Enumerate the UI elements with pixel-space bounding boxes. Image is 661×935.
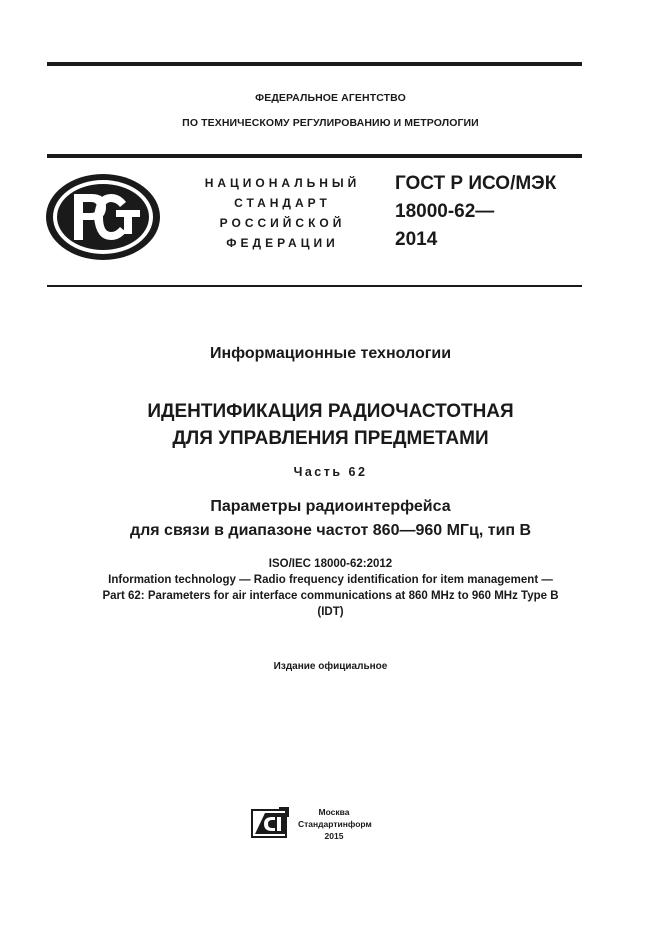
main-title-line: ДЛЯ УПРАВЛЕНИЯ ПРЕДМЕТАМИ xyxy=(172,428,489,449)
publisher-year: 2015 xyxy=(324,831,344,841)
part-number: Часть 62 xyxy=(293,465,368,479)
standard-code-line: ГОСТ Р ИСО/МЭК xyxy=(395,173,557,194)
publisher-name: Стандартинформ xyxy=(298,819,372,829)
subtitle-line: для связи в диапазоне частот 860—960 МГц, тип В xyxy=(129,522,532,539)
publisher-info xyxy=(298,806,370,842)
agency-name-line1: ФЕДЕРАЛЬНОЕ АГЕНТСТВО xyxy=(255,92,406,104)
english-title-line: (IDT) xyxy=(317,606,344,618)
main-title xyxy=(0,398,661,452)
agency-name-line2: ПО ТЕХНИЧЕСКОМУ РЕГУЛИРОВАНИЮ И МЕТРОЛОГИИ xyxy=(182,117,479,129)
standard-code xyxy=(395,170,556,254)
standartinform-logo-icon xyxy=(251,807,289,839)
english-title-line: Information technology — Radio frequency identification for item management — xyxy=(108,574,553,586)
top-rule xyxy=(47,62,582,66)
rst-logo-icon xyxy=(44,172,162,262)
national-line: ФЕДЕРАЦИИ xyxy=(226,236,339,250)
main-title-line: ИДЕНТИФИКАЦИЯ РАДИОЧАСТОТНАЯ xyxy=(147,401,514,422)
national-standard-label xyxy=(195,173,370,253)
subtitle-line: Параметры радиоинтерфейса xyxy=(210,498,451,515)
topic-title: Информационные технологии xyxy=(209,345,452,362)
subtitle xyxy=(0,495,661,543)
divider-rule xyxy=(47,285,582,287)
english-title-line: Part 62: Parameters for air interface communications at 860 MHz to 960 MHz Type B xyxy=(102,590,559,602)
publisher-city: Москва xyxy=(318,807,350,817)
standard-code-line: 2014 xyxy=(395,229,438,250)
national-line: СТАНДАРТ xyxy=(234,196,331,210)
edition-label: Издание официальное xyxy=(273,661,388,672)
header-rule xyxy=(47,154,582,158)
national-line: НАЦИОНАЛЬНЫЙ xyxy=(204,176,361,190)
iso-number: ISO/IEC 18000-62:2012 xyxy=(268,558,393,570)
standard-code-line: 18000-62— xyxy=(395,201,495,222)
national-line: РОССИЙСКОЙ xyxy=(219,216,346,230)
english-title xyxy=(0,572,661,620)
